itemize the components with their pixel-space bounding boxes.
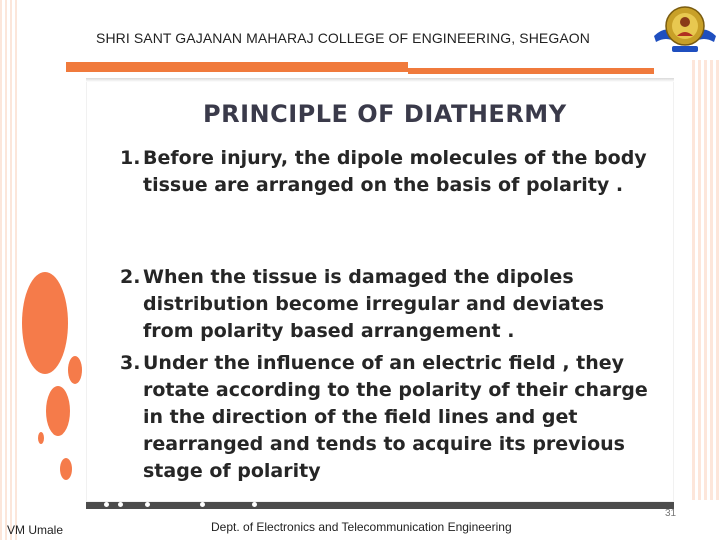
decorative-dot [104, 502, 109, 507]
list-item-number: 1. [120, 147, 141, 169]
decorative-dot [252, 502, 257, 507]
slide-top-shadow [86, 78, 674, 82]
decorative-circle-large [22, 272, 68, 374]
list-item-number: 2. [120, 266, 141, 288]
slide-bottom-bar [86, 502, 674, 509]
list-item-text: When the tissue is damaged the dipoles distribution become irregular and deviates from polarity based arrangement . [143, 266, 605, 342]
decorative-dot [200, 502, 205, 507]
decorative-circle-lower [60, 458, 72, 480]
decorative-dot [118, 502, 123, 507]
list-item [120, 264, 650, 345]
left-decorative-stripes [0, 0, 18, 540]
slide-title: PRINCIPLE OF DIATHERMY [203, 100, 567, 128]
list-item [120, 350, 650, 485]
page-number: 31 [665, 508, 677, 519]
college-emblem-icon [652, 2, 718, 56]
right-decorative-stripes [692, 60, 720, 500]
decorative-circle-tiny [38, 432, 44, 444]
department-name: Dept. of Electronics and Telecommunication Engineering [211, 520, 512, 534]
list-item-text: Before injury, the dipole molecules of the body tissue are arranged on the basis of polarity . [143, 147, 647, 196]
list-item-text: Under the influence of an electric field , they rotate according to the polarity of their charge in the direction of the field lines and get rearranged and tends to acquire its previous stage of polarity [143, 352, 648, 482]
decorative-circle-small-right [68, 356, 82, 384]
decorative-dot [145, 502, 150, 507]
list-item [120, 145, 650, 199]
author-name: VM Umale [7, 523, 64, 537]
list-item-number: 3. [120, 352, 141, 374]
header-underline-right [408, 68, 654, 74]
college-header: SHRI SANT GAJANAN MAHARAJ COLLEGE OF ENGINEERING, SHEGAON [96, 30, 590, 46]
decorative-circle-medium [46, 386, 70, 436]
header-underline-left [66, 62, 408, 72]
